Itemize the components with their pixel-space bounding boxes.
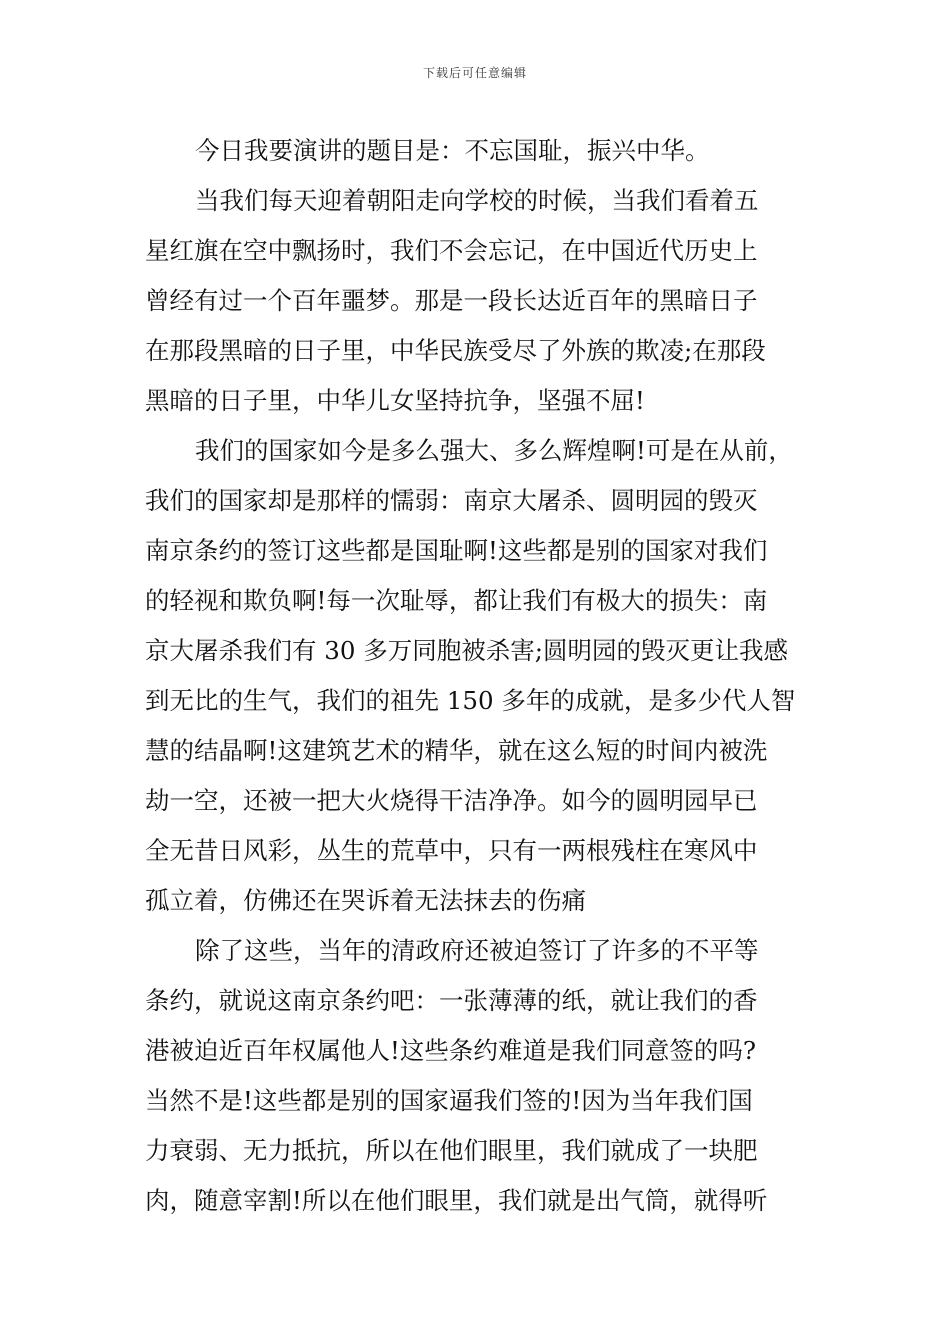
paragraph-line: 曾经有过一个百年噩梦。那是一段长达近百年的黑暗日子 [145, 286, 758, 315]
paragraph-line: 我们的国家如今是多么强大、多么辉煌啊!可是在从前， [195, 436, 793, 465]
header-note: 下载后可任意编辑 [422, 66, 527, 80]
paragraph-line: 的轻视和欺负啊!每一次耻辱，都让我们有极大的损失：南 [145, 586, 768, 615]
paragraph-line: 在那段黑暗的日子里，中华民族受尽了外族的欺凌;在那段 [145, 336, 766, 365]
paragraph-line: 黑暗的日子里，中华儿女坚持抗争，坚强不屈! [145, 386, 645, 415]
document-body [145, 126, 811, 1226]
paragraph-line: 慧的结晶啊!这建筑艺术的精华，就在这么短的时间内被洗 [145, 736, 768, 765]
paragraph-line: 全无昔日风彩，丛生的荒草中，只有一两根残柱在寒风中 [145, 836, 758, 865]
paragraph-line: 条约，就说这南京条约吧：一张薄薄的纸，就让我们的香 [145, 986, 758, 1015]
paragraph-line: 南京条约的签订这些都是国耻啊!这些都是别的国家对我们 [145, 536, 768, 565]
paragraph-line: 到无比的生气，我们的祖先 150 多年的成就，是多少代人智 [145, 686, 796, 715]
paragraph-line: 京大屠杀我们有 30 多万同胞被杀害;圆明园的毁灭更让我感 [145, 636, 789, 665]
paragraph-line: 港被迫近百年权属他人!这些条约难道是我们同意签的吗? [145, 1036, 756, 1065]
paragraph-line: 肉，随意宰割!所以在他们眼里，我们就是出气筒，就得听 [145, 1186, 768, 1215]
paragraph-line: 劫一空，还被一把大火烧得干洁净净。如今的圆明园早已 [145, 786, 758, 815]
paragraph-line: 星红旗在空中飘扬时，我们不会忘记，在中国近代历史上 [145, 236, 758, 265]
paragraph-line: 当然不是!这些都是别的国家逼我们签的!因为当年我们国 [145, 1086, 753, 1115]
paragraph-line: 孤立着，仿佛还在哭诉着无法抹去的伤痛 [145, 886, 586, 915]
paragraph-line: 今日我要演讲的题目是：不忘国耻，振兴中华。 [195, 136, 710, 165]
paragraph-line: 我们的国家却是那样的懦弱：南京大屠杀、圆明园的毁灭 [145, 486, 758, 515]
paragraph-line: 除了这些，当年的清政府还被迫签订了许多的不平等 [195, 936, 759, 965]
paragraph-line: 力衰弱、无力抵抗，所以在他们眼里，我们就成了一块肥 [145, 1136, 758, 1165]
paragraph-line: 当我们每天迎着朝阳走向学校的时候，当我们看着五 [195, 186, 759, 215]
